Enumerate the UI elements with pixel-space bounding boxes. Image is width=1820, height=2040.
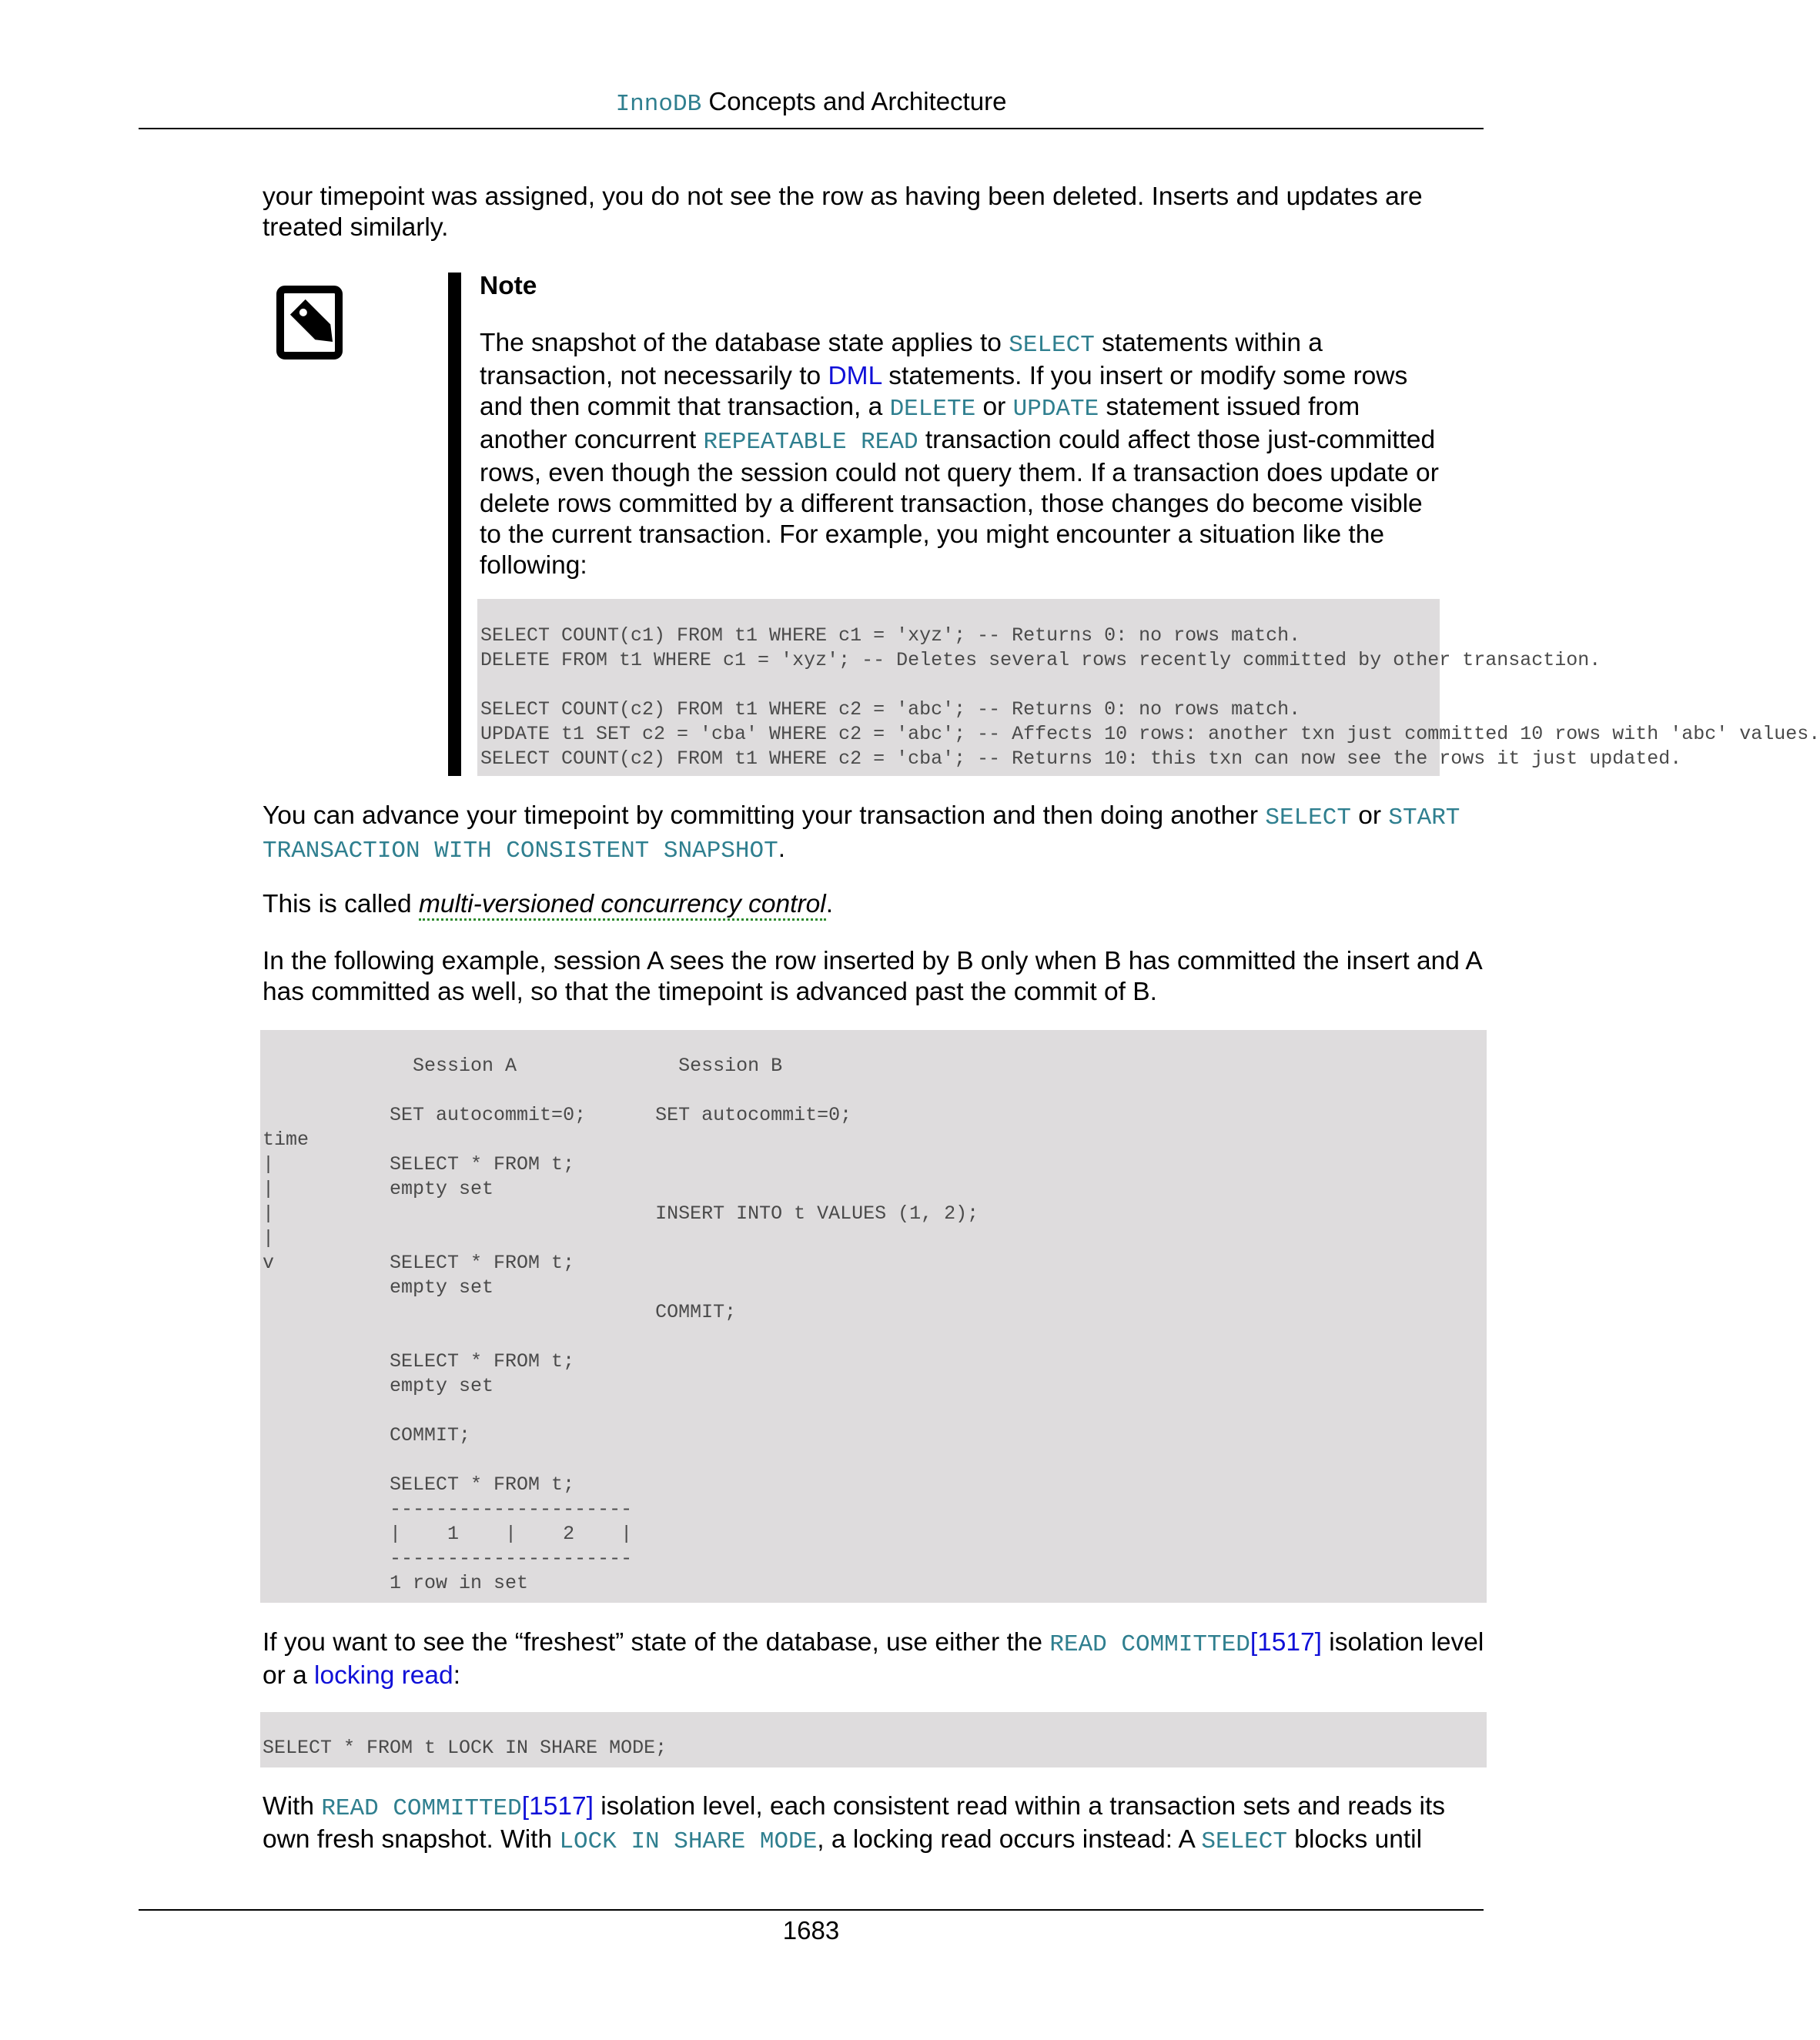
read-committed-ref-link[interactable]: [1517] bbox=[521, 1792, 594, 1821]
code-select: SELECT bbox=[1265, 804, 1351, 831]
session-code-block bbox=[260, 1030, 1487, 1603]
note-paragraph: The snapshot of the database state applies to SELECT statements within a transaction, not necessarily to DML statements. If you insert or modify some rows and then commit that transaction, a DELETE or UPDATE statement issued from another concurrent REPEATABLE READ transaction could affect those just-committed rows, even though the session could not query them. If a transaction does update or delete rows committed by a different transaction, those changes do become visible to the current transaction. For example, you might encounter a situation like the following: bbox=[480, 329, 1439, 580]
footer-rule bbox=[139, 1909, 1484, 1911]
header-title: Concepts and Architecture bbox=[708, 87, 1007, 115]
note-icon bbox=[276, 285, 346, 362]
code-repeatable-read: REPEATABLE READ bbox=[703, 429, 918, 456]
session-code-text: Session A Session B SET autocommit=0; SET autocommit=0; time | SELECT * FROM t; | empty set | INSERT INTO t VALUES (1, 2); | v SELECT * FROM t; empty set COMMIT; SELECT * FROM t; empty set COMMIT; SELECT * FROM t; --------------------- | 1 | 2 | --------------------- 1 row in set bbox=[263, 1055, 979, 1594]
code-read-committed: READ COMMITTED bbox=[321, 1795, 522, 1822]
mvcc-paragraph: This is called multi-versioned concurrency control. bbox=[263, 889, 1487, 920]
final-paragraph: With READ COMMITTED[1517] isolation level, each consistent read within a transaction sets and reads its own fresh snapshot. With LOCK IN SHARE MODE, a locking read occurs instead: A SELECT blocks until bbox=[263, 1792, 1446, 1855]
intro-paragraph bbox=[263, 182, 1487, 243]
code-select: SELECT bbox=[1201, 1828, 1287, 1855]
example-intro-paragraph bbox=[263, 946, 1487, 1008]
header-code: InnoDB bbox=[615, 91, 702, 118]
code-select: SELECT bbox=[1009, 332, 1095, 359]
code-delete: DELETE bbox=[889, 396, 976, 423]
page-number: 1683 bbox=[782, 1916, 840, 1945]
note-title: Note bbox=[480, 272, 537, 300]
note-code-block bbox=[477, 599, 1820, 776]
lock-code-block bbox=[260, 1712, 1487, 1767]
note-bar bbox=[448, 273, 461, 776]
read-committed-ref-link[interactable]: [1517] bbox=[1250, 1628, 1322, 1657]
header-rule bbox=[139, 128, 1484, 129]
example-intro-text: In the following example, session A sees the row inserted by B only when B has committed the insert and A has committed as well, so that the timepoint is advanced past the commit of B. bbox=[263, 947, 1481, 1006]
locking-read-link[interactable]: locking read bbox=[314, 1661, 453, 1690]
code-lock-in-share-mode: LOCK IN SHARE MODE bbox=[559, 1828, 818, 1855]
advance-paragraph: You can advance your timepoint by committing your transaction and then doing another SELECT or START TRANSACTION WITH CONSISTENT SNAPSHOT. bbox=[263, 801, 1460, 864]
lock-code-text: SELECT * FROM t LOCK IN SHARE MODE; bbox=[263, 1737, 667, 1759]
code-start-transaction: START TRANSACTION WITH CONSISTENT SNAPSHOT bbox=[263, 804, 1460, 864]
glossary-term-mvcc[interactable]: multi-versioned concurrency control bbox=[419, 890, 826, 921]
note-code-text: SELECT COUNT(c1) FROM t1 WHERE c1 = 'xyz'; -- Returns 0: no rows match. DELETE FROM t1 WHERE c1 = 'xyz'; -- Deletes several rows recently committed by other transaction. SELECT COUNT(c2) FROM t1 WHERE c2 = 'abc'; -- Returns 0: no rows match. UPDATE t1 SET c2 = 'cba' WHERE c2 = 'abc'; -- Affects 10 rows: another txn just committed 10 rows with 'abc' values. SELECT COUNT(c2) FROM t1 WHERE c2 = 'cba'; -- Returns 10: this txn can now see the rows it just updated. bbox=[480, 624, 1820, 770]
code-update: UPDATE bbox=[1012, 396, 1099, 423]
page-header bbox=[139, 86, 1484, 120]
freshest-paragraph: If you want to see the “freshest” state of the database, use either the READ COMMITTED[1517] isolation level or a locking read: bbox=[263, 1628, 1484, 1690]
intro-text: your timepoint was assigned, you do not see the row as having been deleted. Inserts and updates are treated similarly. bbox=[263, 182, 1423, 242]
dml-link[interactable]: DML bbox=[828, 362, 882, 390]
code-read-committed: READ COMMITTED bbox=[1049, 1631, 1250, 1658]
